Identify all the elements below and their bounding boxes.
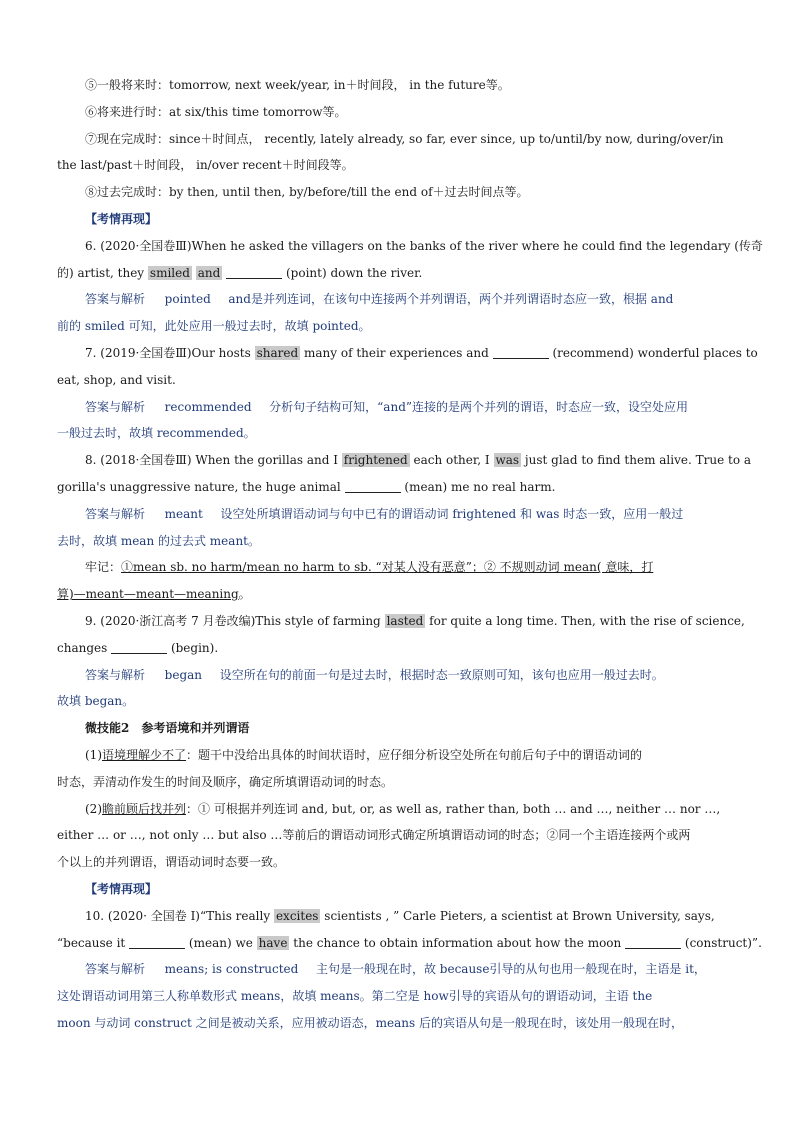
skill-point-1	[57, 742, 738, 769]
highlight-word: and	[197, 265, 221, 280]
q9-line2b: (begin).	[170, 640, 219, 655]
question-6-line2	[57, 260, 738, 287]
remember-label: 牢记：	[85, 560, 122, 575]
point-text: ：题干中没给出具体的时间状语时，应仔细分析设空处所在句前后句子中的谓语动词的	[186, 747, 643, 762]
answer-blank	[625, 934, 681, 949]
rule-past-perfect: ⑧过去完成时：by then, until then, by/before/till the end of＋过去时间点等。	[85, 185, 529, 200]
q7-mid: many of their experiences and	[303, 345, 489, 360]
answer-blank	[345, 478, 401, 493]
point-title: 瞻前顾后找并列	[102, 801, 187, 816]
remember-line1	[57, 554, 738, 581]
point-number: (1)	[85, 747, 102, 762]
answer-7-line2: 一般过去时，故填 recommended。	[57, 426, 256, 441]
question-7-line2: eat, shop, and visit.	[57, 372, 176, 387]
skill-point-2-cont: either … or …, not only … but also …等前后的谓语动词形式确定所填谓语动词的时态；②同一个主语连接两个或两	[57, 828, 691, 843]
q10-l2a: “because it	[57, 935, 126, 950]
remember-line2: 算)—meant—meant—meaning。	[57, 587, 251, 602]
q6-post: (point) down the river.	[285, 265, 423, 280]
section-tag: 【考情再现】	[85, 881, 158, 896]
document-page	[57, 72, 763, 1037]
point-number: (2)	[85, 801, 102, 816]
remember-note-cont: 算)—meant—meant—meaning	[57, 587, 239, 602]
q9-line2a: changes	[57, 640, 108, 655]
answer-9-line1	[57, 662, 738, 689]
answer-blank	[129, 934, 185, 949]
rule-future: ⑤一般将来时：tomorrow, next week/year, in＋时间段， in the future等。	[85, 78, 510, 92]
answer-label: 答案与解析	[85, 399, 146, 414]
highlight-word: frightened	[343, 453, 408, 468]
rule-present-perfect-cont: the last/past＋时间段， in/over recent＋时间段等。	[57, 158, 354, 173]
answer-explanation: 设空所在句的前面一句是过去时，根据时态一致原则可知，该句也应用一般过去时。	[219, 667, 664, 682]
answer-label: 答案与解析	[85, 667, 146, 682]
answer-6-line1	[57, 286, 738, 313]
question-9-line1	[57, 608, 745, 635]
answer-word: meant	[164, 506, 203, 521]
answer-8-line2: 去时，故填 mean 的过去式 meant。	[57, 533, 260, 548]
answer-explanation: 主句是一般现在时，故 because引导的从句也用一般现在时，主语是 it，	[315, 962, 706, 977]
q9-post: for quite a long time. Then, with the rise of science,	[429, 613, 745, 628]
answer-explanation: 分析句子结构可知，“and”连接的是两个并列的谓语，时态应一致，设空处应用	[269, 399, 689, 414]
answer-8-line1	[57, 501, 738, 528]
answer-word: recommended	[164, 399, 252, 414]
rule-future-continuous: ⑥将来进行时：at six/this time tomorrow等。	[85, 104, 347, 119]
skill-point-2	[57, 796, 738, 823]
answer-10-line1	[57, 956, 738, 983]
answer-blank	[493, 344, 549, 359]
q8-pre: 8. (2018·全国卷Ⅲ) When the gorillas and I	[85, 453, 338, 468]
answer-blank	[226, 264, 282, 279]
question-8-line2	[57, 474, 738, 501]
point-title: 语境理解少不了	[102, 747, 187, 762]
answer-label: 答案与解析	[85, 962, 146, 977]
q10-l2c: the chance to obtain information about how the moon	[293, 935, 622, 950]
q9-pre: 9. (2020·浙江高考 7 月卷改编)This style of farming	[85, 613, 381, 628]
highlight-word: shared	[256, 345, 299, 360]
q10-l2b: (mean) we	[188, 935, 253, 950]
skill-heading: 微技能2 参考语境和并列谓语	[85, 721, 250, 736]
answer-word: pointed	[164, 292, 211, 307]
q7-pre: 7. (2019·全国卷Ⅲ)Our hosts	[85, 345, 251, 360]
answer-explanation: and是并列连词，在该句中连接两个并列谓语，两个并列谓语时态应一致，根据 and	[228, 292, 674, 307]
question-9-line2	[57, 635, 738, 662]
answer-explanation: 设空处所填谓语动词与句中已有的谓语动词 frightened 和 was 时态一致，应用一般过	[220, 506, 684, 521]
q7-post: (recommend) wonderful places to	[552, 345, 758, 360]
question-7-line1	[57, 340, 758, 367]
answer-blank	[111, 639, 167, 654]
answer-word: began	[164, 667, 203, 682]
q8-line2a: gorilla's unaggressive nature, the huge animal	[57, 479, 341, 494]
skill-point-2-cont2: 个以上的并列谓语，谓语动词时态要一致。	[57, 855, 286, 870]
answer-7-line1	[57, 394, 738, 421]
q8-mid: each other, I	[413, 453, 490, 468]
q10-pre: 10. (2020· 全国卷 Ⅰ)“This really	[85, 908, 271, 923]
q10-l2d: (construct)”.	[684, 935, 762, 950]
q6-pre: 的) artist, they	[57, 265, 145, 280]
section-tag: 【考情再现】	[85, 211, 158, 226]
highlight-word: smiled	[149, 265, 190, 280]
answer-6-line2: 前的 smiled 可知，此处应用一般过去时，故填 pointed。	[57, 319, 371, 334]
rule-present-perfect: ⑦现在完成时：since＋时间点， recently, lately already, so far, ever since, up to/until/by now, during/over/in	[85, 131, 724, 146]
answer-label: 答案与解析	[85, 292, 146, 307]
answer-word: means; is constructed	[164, 962, 299, 977]
highlight-word: was	[495, 453, 520, 468]
answer-10-line3: moon 与动词 construct 之间是被动关系，应用被动语态，means 后的宾语从句是一般现在时，该处用一般现在时，	[57, 1015, 684, 1030]
question-6-line1: 6. (2020·全国卷Ⅲ)When he asked the villagers on the banks of the river where he could find the legendary (传奇	[85, 238, 763, 253]
highlight-word: lasted	[386, 613, 424, 628]
q8-post: just glad to find them alive. True to a	[524, 453, 752, 468]
highlight-word: excites	[275, 908, 319, 923]
question-8-line1	[57, 447, 752, 474]
point-text: ：① 可根据并列连词 and, but, or, as well as, rather than, both … and …, neither … nor …,	[186, 801, 721, 816]
highlight-word: have	[258, 935, 288, 950]
skill-point-1-cont: 时态，弄清动作发生的时间及顺序，确定所填谓语动词的时态。	[57, 774, 394, 789]
remember-note: ①mean sb. no harm/mean no harm to sb. “对某人没有恶意”；② 不规则动词 mean( 意味，打	[121, 560, 654, 575]
q8-line2b: (mean) me no real harm.	[404, 479, 556, 494]
answer-label: 答案与解析	[85, 506, 146, 521]
answer-9-line2: 故填 began。	[57, 694, 135, 709]
question-10-line2	[57, 930, 762, 957]
q10-post: scientists , ” Carle Pieters, a scientist at Brown University, says,	[324, 908, 715, 923]
question-10-line1	[57, 903, 738, 930]
answer-10-line2: 这处谓语动词用第三人称单数形式 means，故填 means。第二空是 how引导的宾语从句的谓语动词，主语 the	[57, 989, 653, 1004]
